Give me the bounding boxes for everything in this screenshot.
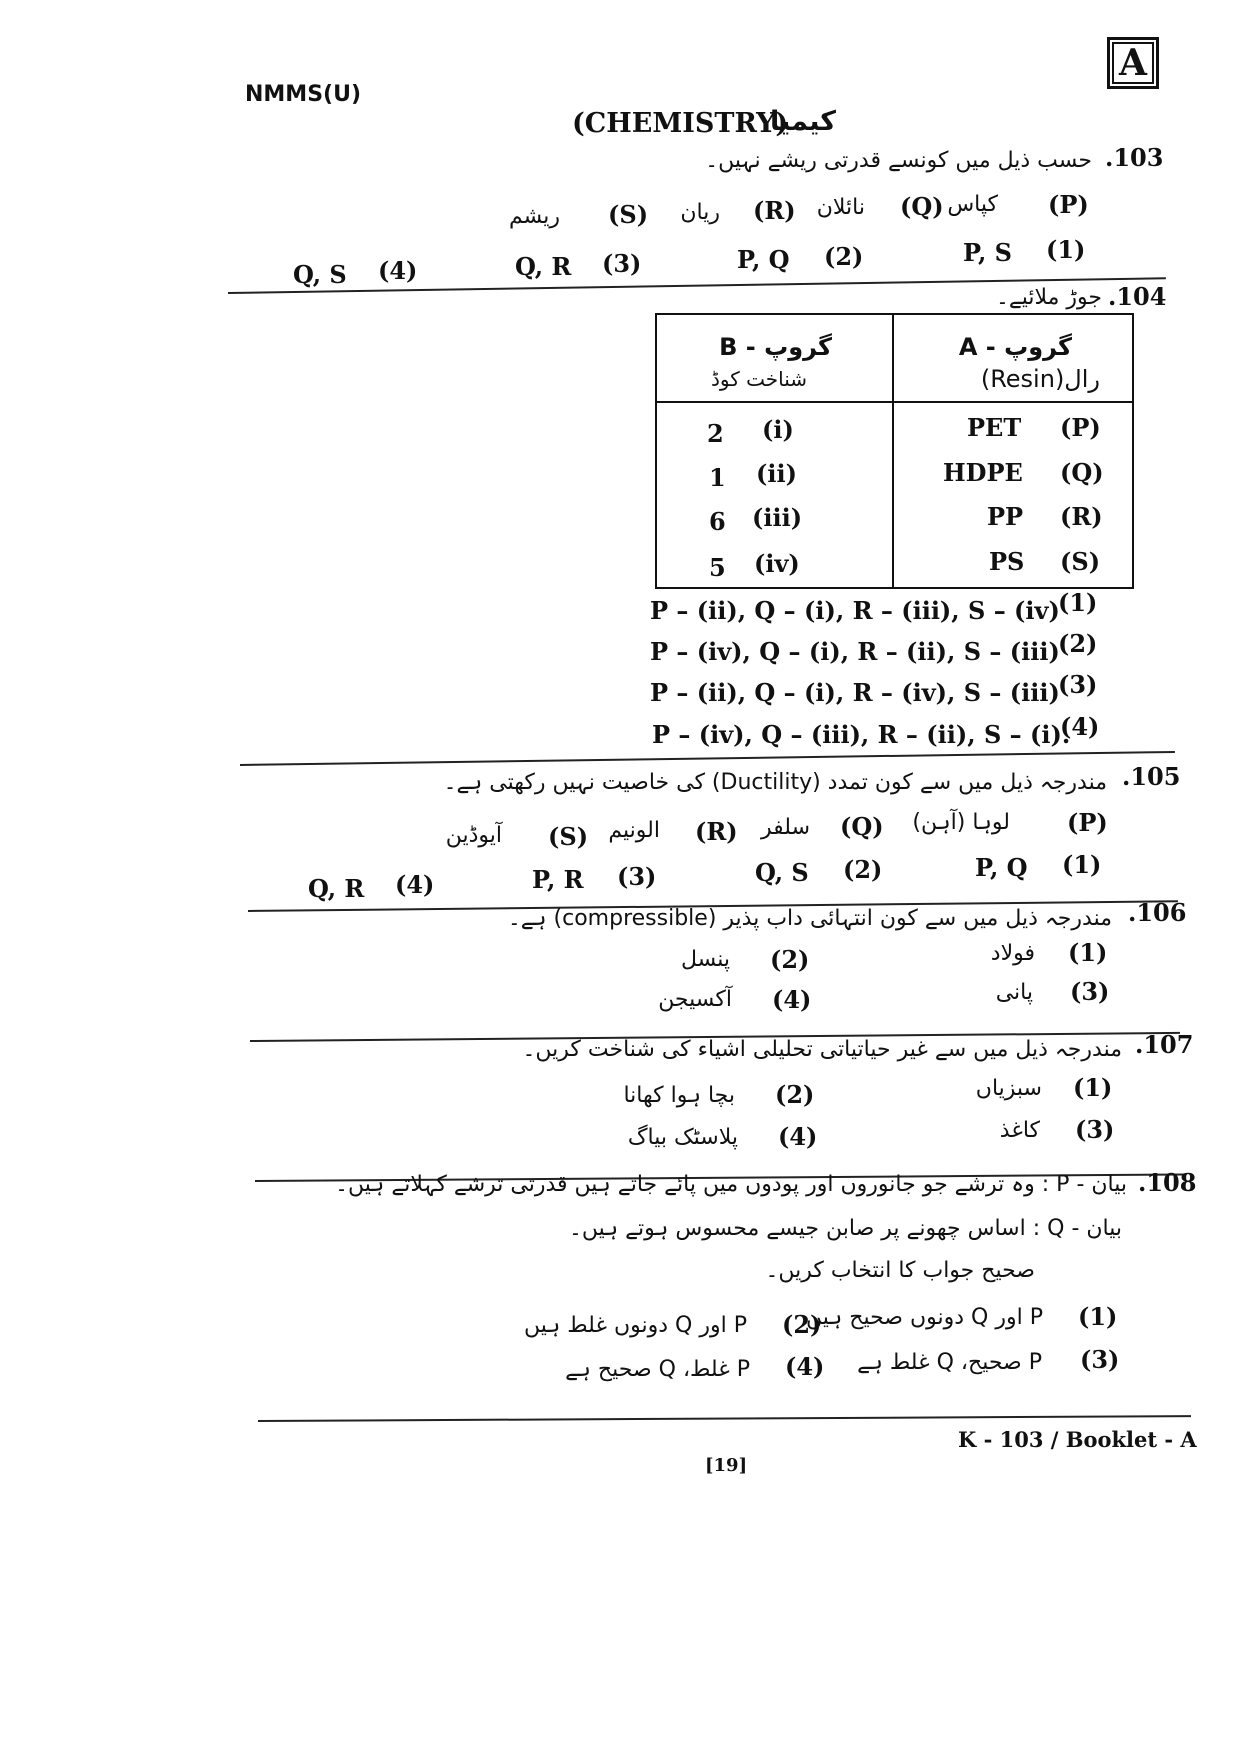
option-text: P صحیح، Q غلط ہے [857, 1350, 1042, 1375]
option-text: پنسل [680, 947, 730, 972]
option-text: P, Q [975, 853, 1028, 882]
group-b-label: (iv) [754, 549, 800, 578]
subject-title-ur: کیمیا [770, 106, 836, 137]
item-label: (R) [753, 196, 796, 225]
group-a-value: PET [967, 413, 1022, 442]
option-text: P اور Q دونوں غلط ہیں [524, 1313, 747, 1338]
table-divider [892, 315, 894, 587]
group-b-subtitle: شناخت کوڈ [710, 367, 807, 391]
question-number: .105 [1122, 762, 1181, 791]
group-a-value: PS [989, 547, 1025, 576]
option-number: (4) [395, 870, 435, 899]
question-text: جوڑ ملائیے۔ [995, 285, 1102, 310]
item-text: ریشم [508, 204, 560, 229]
question-text: مندرجہ ذیل میں سے کون انتہائی داب پذیر (compressible) ہے۔ [507, 906, 1112, 931]
option-text: Q, R [515, 252, 572, 281]
group-b-value: 5 [709, 553, 726, 582]
group-a-title: گروپ - A [958, 333, 1072, 361]
option-text: P – (ii), Q – (i), R – (iii), S – (iv) [650, 596, 1060, 625]
group-a-label: (R) [1060, 502, 1103, 531]
option-text: آکسیجن [658, 987, 732, 1012]
match-table [655, 313, 1134, 589]
question-text: مندرجہ ذیل میں سے غیر حیاتیاتی تحلیلی اشیاء کی شناخت کریں۔ [522, 1037, 1122, 1062]
item-text: لوہا (آہن) [912, 810, 1010, 835]
option-number: (1) [1058, 588, 1098, 617]
option-number: (1) [1046, 235, 1086, 264]
option-number: (1) [1073, 1073, 1113, 1102]
option-text: Q, S [293, 260, 347, 289]
option-number: (2) [1058, 629, 1098, 658]
option-number: (1) [1078, 1302, 1118, 1331]
option-text: فولاد [990, 941, 1035, 966]
item-label: (S) [548, 822, 589, 851]
item-label: (R) [695, 817, 738, 846]
item-text: آیوڈین [445, 823, 502, 848]
option-text: P – (ii), Q – (i), R – (iv), S – (iii) [650, 678, 1060, 707]
question-text: حسب ذیل میں کونسے قدرتی ریشے نہیں۔ [705, 148, 1092, 173]
option-text: Q, R [308, 874, 365, 903]
group-b-title: گروپ - B [719, 333, 832, 361]
booklet-code: K - 103 / Booklet - A [958, 1427, 1197, 1452]
option-text: P, S [963, 238, 1012, 267]
instruction-text: صحیح جواب کا انتخاب کریں۔ [765, 1258, 1035, 1283]
table-divider [657, 401, 1132, 403]
option-number: (4) [778, 1122, 818, 1151]
option-number: (3) [1058, 670, 1098, 699]
question-text: مندرجہ ذیل میں سے کون تمدد (Ductility) کی خاصیت نہیں رکھتی ہے۔ [443, 770, 1107, 795]
group-b-value: 2 [707, 419, 724, 448]
item-label: (S) [608, 200, 649, 229]
option-number: (2) [775, 1080, 815, 1109]
item-text: سلفر [761, 815, 810, 840]
option-text: پانی [995, 980, 1033, 1005]
option-number: (1) [1062, 850, 1102, 879]
option-number: (3) [1075, 1115, 1115, 1144]
group-b-label: (i) [762, 415, 794, 444]
question-number: .108 [1138, 1168, 1197, 1197]
option-text: P – (iv), Q – (i), R – (ii), S – (iii) [650, 637, 1060, 666]
item-label: (Q) [840, 812, 884, 841]
option-text: P اور Q دونوں صحیح ہیں [805, 1305, 1043, 1330]
group-a-label: (Q) [1060, 458, 1104, 487]
item-text: نائلان [816, 195, 865, 220]
option-text: P غلط، Q صحیح ہے [565, 1357, 750, 1382]
option-number: (3) [617, 862, 657, 891]
group-a-label: (P) [1060, 413, 1101, 442]
option-number: (2) [770, 945, 810, 974]
group-b-value: 1 [709, 463, 726, 492]
option-text: P – (iv), Q – (iii), R – (ii), S – (i). [652, 720, 1071, 749]
divider [240, 751, 1175, 766]
divider [258, 1415, 1191, 1422]
group-b-value: 6 [709, 507, 726, 536]
statement-q: بیان - Q : اساس چھونے پر صابن جیسے محسوس ہوتے ہیں۔ [569, 1216, 1122, 1241]
question-number: .103 [1105, 143, 1164, 172]
item-label: (Q) [900, 192, 944, 221]
statement-p: بیان - P : وہ ترشے جو جانوروں اور پودوں میں پائے جاتے ہیں قدرتی ترشے کہلاتے ہیں۔ [335, 1172, 1127, 1197]
question-number: .107 [1135, 1030, 1194, 1059]
option-text: کاغذ [999, 1118, 1040, 1143]
option-number: (4) [772, 985, 812, 1014]
item-label: (P) [1048, 190, 1089, 219]
option-number: (2) [782, 1310, 822, 1339]
option-text: P, R [532, 865, 584, 894]
option-text: پلاسٹک بیاگ [627, 1125, 738, 1150]
item-text: ریان [680, 200, 720, 225]
item-text: الونیم [608, 818, 660, 843]
page-number: [19] [705, 1455, 748, 1476]
option-number: (4) [378, 256, 418, 285]
subject-title-en: (CHEMISTRY) [572, 108, 789, 139]
group-b-label: (iii) [752, 503, 803, 532]
group-b-label: (ii) [756, 459, 797, 488]
group-a-value: PP [987, 502, 1024, 531]
option-number: (3) [602, 249, 642, 278]
option-text: P, Q [737, 245, 790, 274]
option-text: سبزیاں [975, 1076, 1042, 1101]
item-text: کپاس [947, 192, 998, 217]
item-label: (P) [1067, 808, 1108, 837]
option-number: (3) [1080, 1345, 1120, 1374]
group-a-label: (S) [1060, 547, 1101, 576]
question-number: .106 [1128, 898, 1187, 927]
option-number: (2) [824, 242, 864, 271]
booklet-letter-box: A [1107, 37, 1159, 89]
exam-code: NMMS(U) [245, 82, 362, 107]
option-number: (4) [785, 1352, 825, 1381]
option-number: (1) [1068, 938, 1108, 967]
option-number: (3) [1070, 977, 1110, 1006]
group-a-subtitle: رال(Resin) [980, 365, 1100, 393]
option-number: (2) [843, 855, 883, 884]
group-a-value: HDPE [943, 458, 1023, 487]
question-number: .104 [1108, 282, 1167, 311]
option-text: Q, S [755, 858, 809, 887]
option-number: (4) [1060, 712, 1100, 741]
option-text: بچا ہوا کھانا [623, 1083, 735, 1108]
